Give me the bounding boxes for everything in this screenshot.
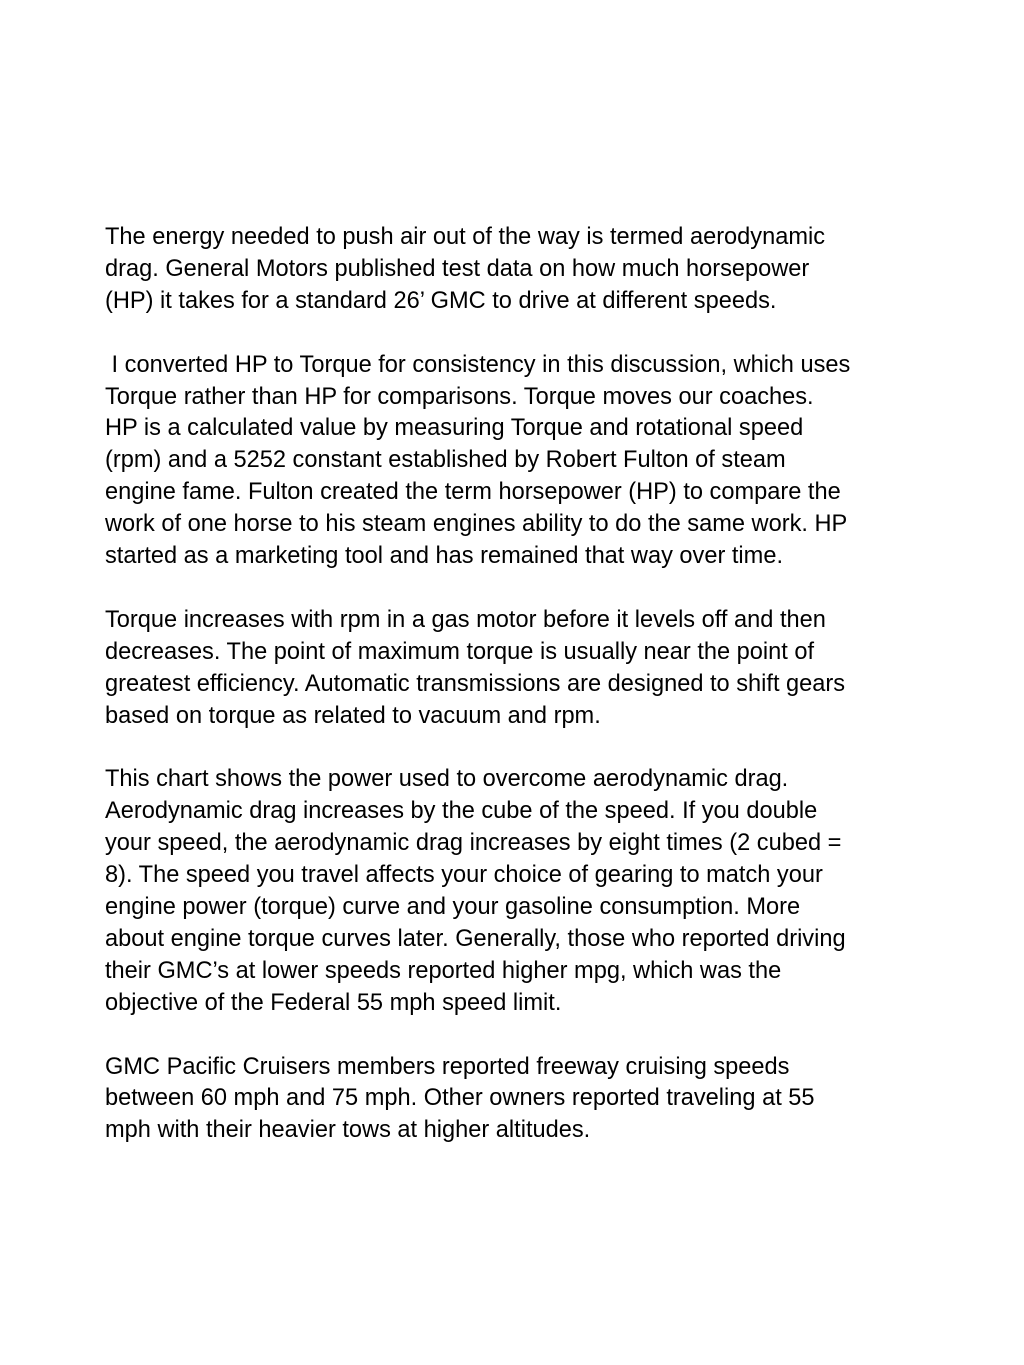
text-line: Torque rather than HP for comparisons. Torque moves our coaches. xyxy=(105,383,814,410)
text-line: (rpm) and a 5252 constant established by Robert Fulton of steam xyxy=(105,447,786,474)
text-line: decreases. The point of maximum torque is usually near the point of xyxy=(105,638,815,665)
document-body xyxy=(105,222,955,1147)
text-line: greatest efficiency. Automatic transmissions are designed to shift gears xyxy=(105,670,846,697)
text-line: This chart shows the power used to overcome aerodynamic drag. xyxy=(105,766,789,793)
text-line: Aerodynamic drag increases by the cube of the speed. If you double xyxy=(105,798,818,825)
text-line: work of one horse to his steam engines ability to do the same work. HP xyxy=(105,511,848,538)
text-line: The energy needed to push air out of the way is termed aerodynamic xyxy=(105,224,826,250)
text-line: objective of the Federal 55 mph speed limit. xyxy=(105,989,562,1016)
text-line: I converted HP to Torque for consistency in this discussion, which uses xyxy=(105,351,851,378)
text-line: engine power (torque) curve and your gasoline consumption. More xyxy=(105,893,801,920)
text-line: Torque increases with rpm in a gas motor before it levels off and then xyxy=(105,606,826,633)
text-line: (HP) it takes for a standard 26’ GMC to drive at different speeds. xyxy=(105,287,777,314)
paragraph-hp-to-torque xyxy=(105,350,955,573)
paragraph-cruising-speeds xyxy=(105,1052,955,1148)
text-line: mph with their heavier tows at higher altitudes. xyxy=(105,1117,591,1144)
text-line: 8). The speed you travel affects your choice of gearing to match your xyxy=(105,862,823,889)
text-line: GMC Pacific Cruisers members reported freeway cruising speeds xyxy=(105,1053,790,1080)
text-line: about engine torque curves later. Generally, those who reported driving xyxy=(105,925,846,952)
text-line: drag. General Motors published test data on how much horsepower xyxy=(105,255,810,282)
text-line: between 60 mph and 75 mph. Other owners reported traveling at 55 xyxy=(105,1085,815,1112)
paragraph-aerodynamic-drag-intro xyxy=(105,222,955,318)
text-line: their GMC’s at lower speeds reported higher mpg, which was the xyxy=(105,957,782,984)
paragraph-torque-rpm xyxy=(105,605,955,733)
text-line: your speed, the aerodynamic drag increases by eight times (2 cubed = xyxy=(105,830,842,857)
text-line: HP is a calculated value by measuring Torque and rotational speed xyxy=(105,415,804,442)
text-line: engine fame. Fulton created the term horsepower (HP) to compare the xyxy=(105,479,841,506)
text-line: based on torque as related to vacuum and rpm. xyxy=(105,702,601,729)
text-line: started as a marketing tool and has remained that way over time. xyxy=(105,543,784,570)
paragraph-chart-explanation xyxy=(105,764,955,1019)
